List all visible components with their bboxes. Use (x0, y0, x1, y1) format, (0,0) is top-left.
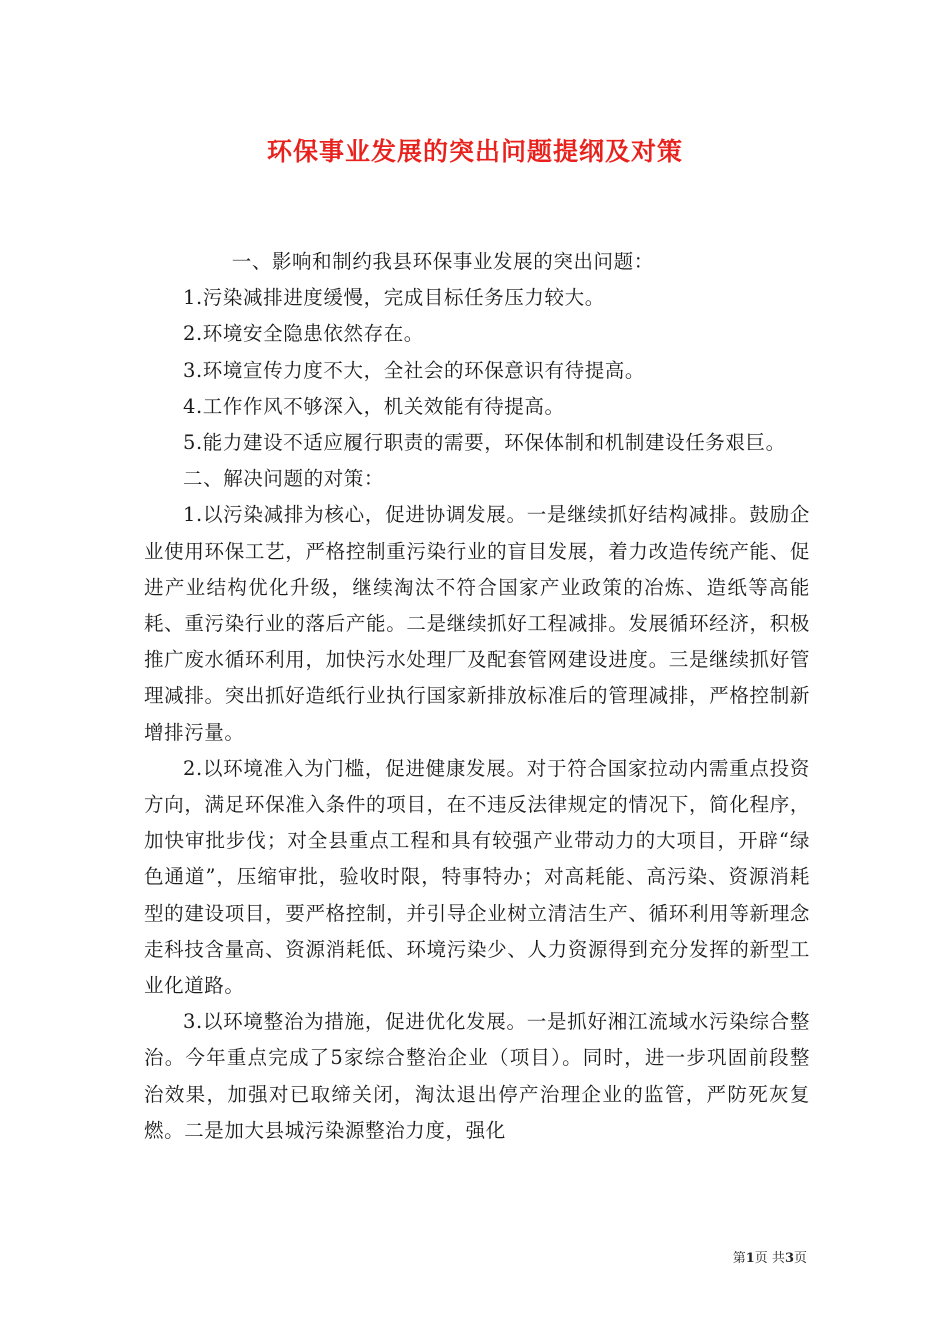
document-body (144, 244, 810, 1149)
footer-prefix: 第 (732, 1251, 746, 1266)
solution-item-1: 1.以污染减排为核心，促进协调发展。一是继续抓好结构减排。鼓励企业使用环保工艺，严格控制重污染行业的盲目发展，着力改造传统产能、促进产业结构优化升级，继续淘汰不符合国家产业政策的冶炼、造纸等高能耗、重污染行业的落后产能。二是继续抓好工程减排。发展循环经济，积极推广废水循环利用，加快污水处理厂及配套管网建设进度。三是继续抓好管理减排。突出抓好造纸行业执行国家新排放标准后的管理减排，严格控制新增排污量。 (144, 503, 810, 744)
footer-suffix: 页 (793, 1251, 807, 1266)
problem-item-3: 3.环境宣传力度不大，全社会的环保意识有待提高。 (183, 358, 646, 382)
total-page-count: 3 (784, 1251, 794, 1266)
section-heading-problems: 一、影响和制约我县环保事业发展的突出问题： (231, 250, 654, 273)
problem-item-4: 4.工作作风不够深入，机关效能有待提高。 (183, 394, 565, 418)
current-page-number: 1 (745, 1251, 755, 1266)
footer-middle: 页 共 (754, 1251, 785, 1266)
problem-item-2: 2.环境安全隐患依然存在。 (183, 322, 424, 346)
section-heading-solutions: 二、解决问题的对策： (183, 467, 385, 491)
solution-item-2: 2.以环境准入为门槛，促进健康发展。对于符合国家拉动内需重点投资方向，满足环保准入条件的项目，在不违反法律规定的情况下，简化程序，加快审批步伐；对全县重点工程和具有较强产业带动力的大项目，开辟“绿色通道”，压缩审批，验收时限，特事特办；对高耗能、高污染、资源消耗型的建设项目，要严格控制，并引导企业树立清洁生产、循环利用等新理念走科技含量高、资源消耗低、环境污染少、人力资源得到充分发挥的新型工业化道路。 (144, 756, 810, 998)
page-footer (0, 1247, 807, 1266)
document-title: 环保事业发展的突出问题提纲及对策 (266, 137, 683, 166)
problem-item-5: 5.能力建设不适应履行职责的需要，环保体制和机制建设任务艰巨。 (183, 431, 786, 455)
problem-item-1: 1.污染减排进度缓慢，完成目标任务压力较大。 (183, 286, 605, 310)
solution-item-3: 3.以环境整治为措施，促进优化发展。一是抓好湘江流域水污染综合整治。今年重点完成了5家综合整治企业（项目）。同时，进一步巩固前段整治效果，加强对已取缔关闭，淘汰退出停产治理企业的监管，严防死灰复燃。二是加大县城污染源整治力度，强化 (144, 1010, 810, 1142)
